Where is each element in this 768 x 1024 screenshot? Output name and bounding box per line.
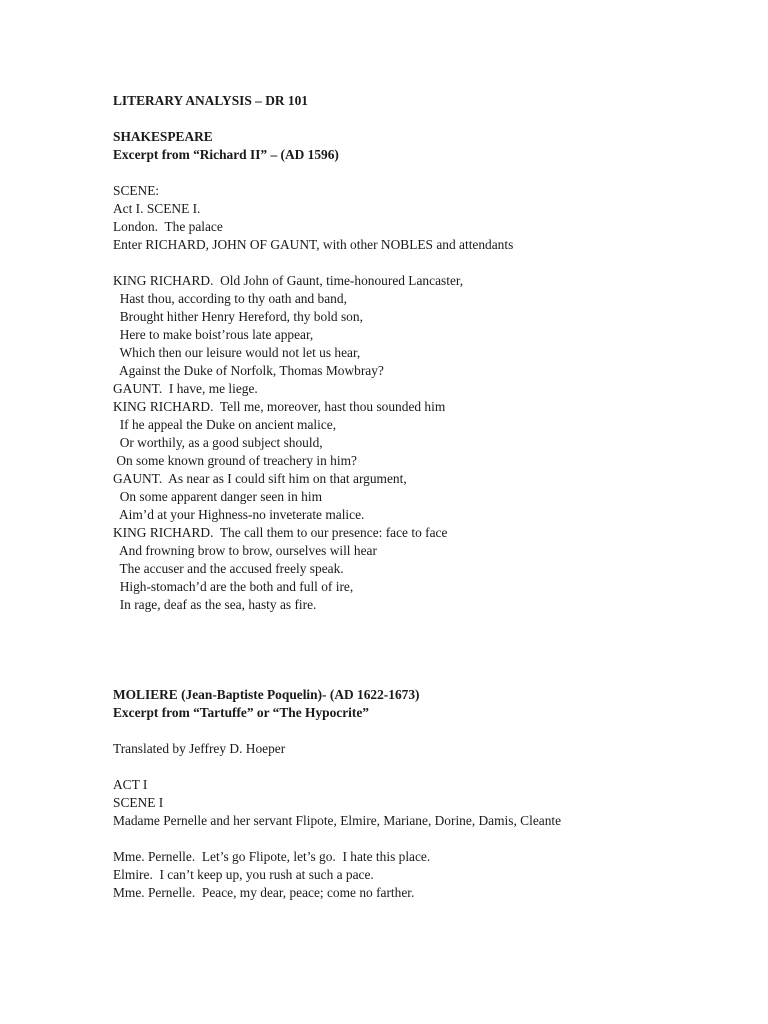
tartuffe-dialogue (113, 848, 733, 902)
moliere-section (113, 686, 733, 902)
dialogue-line: On some known ground of treachery in him? (113, 453, 357, 468)
dialogue-line: Elmire. I can’t keep up, you rush at such a pace. (113, 867, 374, 882)
stage-direction: Enter RICHARD, JOHN OF GAUNT, with other NOBLES and attendants (113, 237, 514, 252)
dialogue-line: On some apparent danger seen in him (113, 489, 322, 504)
moliere-excerpt-heading: Excerpt from “Tartuffe” or “The Hypocrite” (113, 705, 369, 720)
shakespeare-excerpt-heading: Excerpt from “Richard II” – (AD 1596) (113, 147, 339, 162)
dialogue-line: KING RICHARD. Old John of Gaunt, time-honoured Lancaster, (113, 273, 464, 288)
scene-place: London. The palace (113, 219, 223, 234)
act-scene: Act I. SCENE I. (113, 201, 201, 216)
spacer (113, 830, 733, 848)
spacer (113, 110, 733, 128)
dialogue-line: Mme. Pernelle. Let’s go Flipote, let’s go. I hate this place. (113, 849, 431, 864)
dialogue-line: KING RICHARD. Tell me, moreover, hast thou sounded him (113, 399, 446, 414)
spacer (113, 254, 733, 272)
translator-credit: Translated by Jeffrey D. Hoeper (113, 741, 286, 756)
dialogue-line: GAUNT. As near as I could sift him on that argument, (113, 471, 407, 486)
shakespeare-section (113, 128, 733, 614)
moliere-author-heading: MOLIERE (Jean-Baptiste Poquelin)- (AD 1622-1673) (113, 687, 420, 702)
dialogue-line: And frowning brow to brow, ourselves will hear (113, 543, 377, 558)
dialogue-line: Or worthily, as a good subject should, (113, 435, 323, 450)
spacer (113, 758, 733, 776)
dialogue-line: The accuser and the accused freely speak. (113, 561, 344, 576)
dialogue-line: GAUNT. I have, me liege. (113, 381, 258, 396)
document-title: LITERARY ANALYSIS – DR 101 (113, 93, 308, 108)
spacer (113, 722, 733, 740)
richard-dialogue (113, 272, 733, 614)
dialogue-line: Aim’d at your Highness-no inveterate malice. (113, 507, 365, 522)
dialogue-line: Against the Duke of Norfolk, Thomas Mowbray? (113, 363, 384, 378)
scene-label: SCENE: (113, 183, 160, 198)
dialogue-line: If he appeal the Duke on ancient malice, (113, 417, 337, 432)
act-label: ACT I (113, 777, 148, 792)
dialogue-line: Mme. Pernelle. Peace, my dear, peace; come no farther. (113, 885, 415, 900)
shakespeare-author-heading: SHAKESPEARE (113, 129, 213, 144)
document-page (113, 92, 733, 902)
character-list: Madame Pernelle and her servant Flipote, Elmire, Mariane, Dorine, Damis, Cleante (113, 813, 562, 828)
dialogue-line: Brought hither Henry Hereford, thy bold son, (113, 309, 363, 324)
dialogue-line: Which then our leisure would not let us hear, (113, 345, 361, 360)
dialogue-line: Here to make boist’rous late appear, (113, 327, 314, 342)
dialogue-line: High-stomach’d are the both and full of ire, (113, 579, 354, 594)
dialogue-line: Hast thou, according to thy oath and band, (113, 291, 347, 306)
section-spacer (113, 614, 733, 686)
dialogue-line: In rage, deaf as the sea, hasty as fire. (113, 597, 317, 612)
spacer (113, 164, 733, 182)
dialogue-line: KING RICHARD. The call them to our presence: face to face (113, 525, 448, 540)
scene-label: SCENE I (113, 795, 164, 810)
